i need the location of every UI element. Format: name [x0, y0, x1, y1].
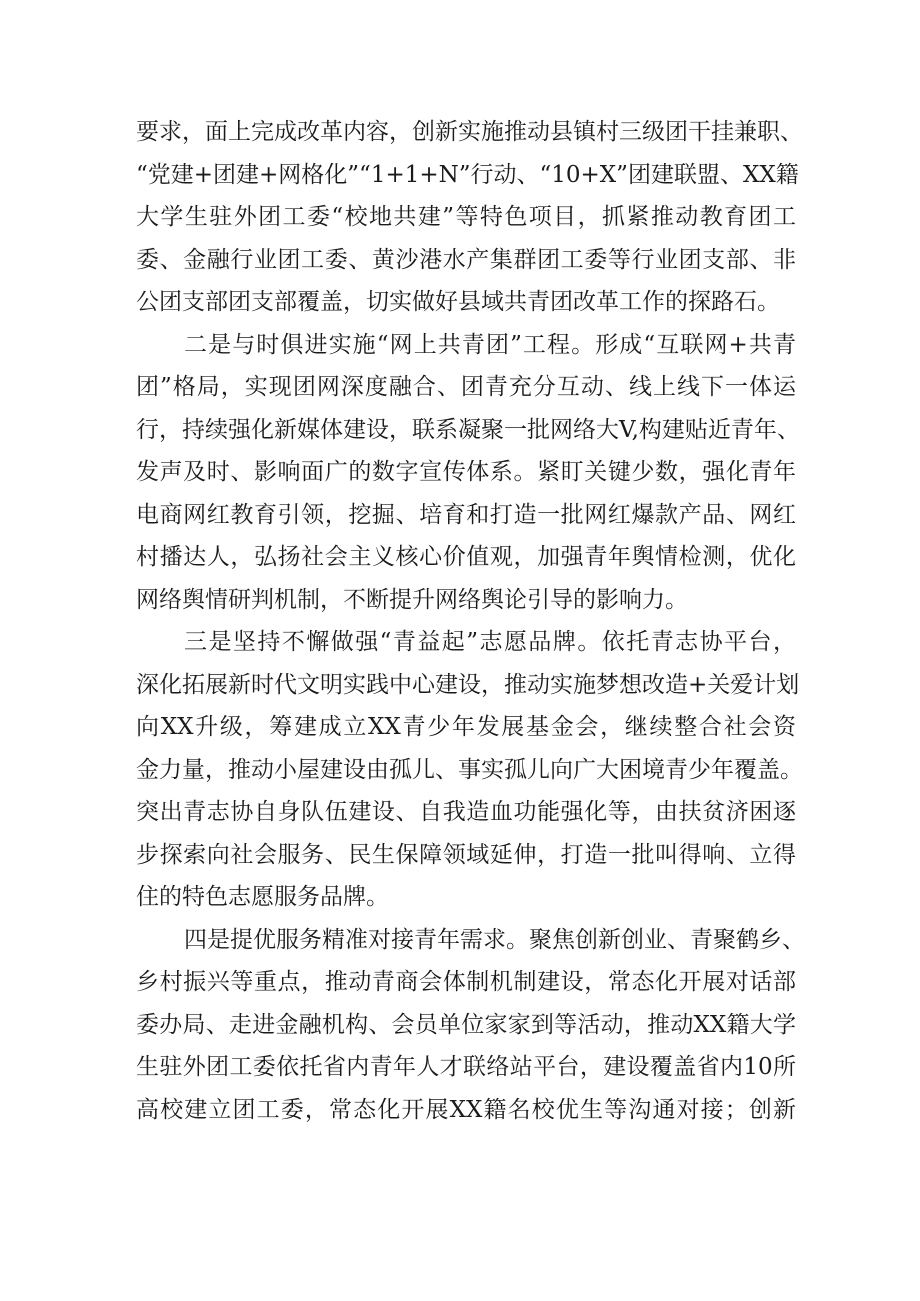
paragraph-line: 四是提优服务精准对接青年需求。聚焦创新创业、青聚鹤乡、: [184, 926, 805, 953]
paragraph-line: 行，持续强化新媒体建设，联系凝聚一批网络大V,构建贴近青年、: [136, 416, 800, 443]
paragraph-line: 二是与时俱进实施“网上共青团”工程。形成“互联网+共青: [184, 331, 796, 358]
paragraph-line: 突出青志协自身队伍建设、自我造血功能强化等，由扶贫济困逐: [136, 799, 796, 825]
paragraph-line: 委、金融行业团工委、黄沙港水产集群团工委等行业团支部、非: [136, 246, 796, 273]
paragraph-line: 电商网红教育引领，挖掘、培育和打造一批网红爆款产品、网红: [136, 501, 796, 528]
paragraph-line: 深化拓展新时代文明实践中心建设，推动实施梦想改造+关爱计划: [136, 671, 800, 698]
paragraph: [136, 324, 800, 622]
paragraph-line: 向XX升级，筹建成立XX青少年发展基金会，继续整合社会资: [136, 714, 796, 740]
paragraph-line: 团”格局，实现团网深度融合、团青充分互动、线上线下一体运: [136, 374, 796, 400]
paragraph-line: 公团支部团支部覆盖，切实做好县域共青团改革工作的探路石。: [136, 289, 780, 315]
paragraph-line: 金力量，推动小屋建设由孤儿、事实孤儿向广大困境青少年覆盖。: [136, 756, 803, 783]
paragraph-line: 三是坚持不懈做强“青益起”志愿品牌。依托青志协平台，: [184, 629, 796, 655]
paragraph: [136, 621, 803, 919]
paragraph-line: “党建+团建+网格化”“1+1+N”行动、“10+X”团建联盟、XX籍: [136, 161, 799, 188]
paragraph-line: 生驻外团工委依托省内青年人才联络站平台，建设覆盖省内10所: [136, 1054, 796, 1080]
paragraph-line: 步探索向社会服务、民生保障领域延伸，打造一批叫得响、立得: [136, 841, 796, 868]
paragraph: [136, 111, 803, 324]
paragraph-line: 发声及时、影响面广的数字宣传体系。紧盯关键少数，强化青年: [136, 459, 796, 485]
paragraph: [136, 919, 805, 1132]
paragraph-line: 住的特色志愿服务品牌。: [136, 884, 389, 910]
paragraph-line: 网络舆情研判机制，不断提升网络舆论引导的影响力。: [136, 586, 688, 613]
paragraph-line: 委办局、走进金融机构、会员单位家家到等活动，推动XX籍大学: [136, 1011, 796, 1038]
paragraph-line: 高校建立团工委，常态化开展XX籍名校优生等沟通对接；创新: [136, 1096, 796, 1123]
paragraph-line: 要求，面上完成改革内容，创新实施推动县镇村三级团干挂兼职、: [136, 119, 803, 145]
paragraph-line: 村播达人，弘扬社会主义核心价值观，加强青年舆情检测，优化: [136, 544, 796, 570]
document-body: [136, 111, 805, 1131]
paragraph-line: 大学生驻外团工委“校地共建”等特色项目，抓紧推动教育团工: [136, 204, 796, 230]
paragraph-line: 乡村振兴等重点，推动青商会体制机制建设，常态化开展对话部: [136, 969, 796, 995]
